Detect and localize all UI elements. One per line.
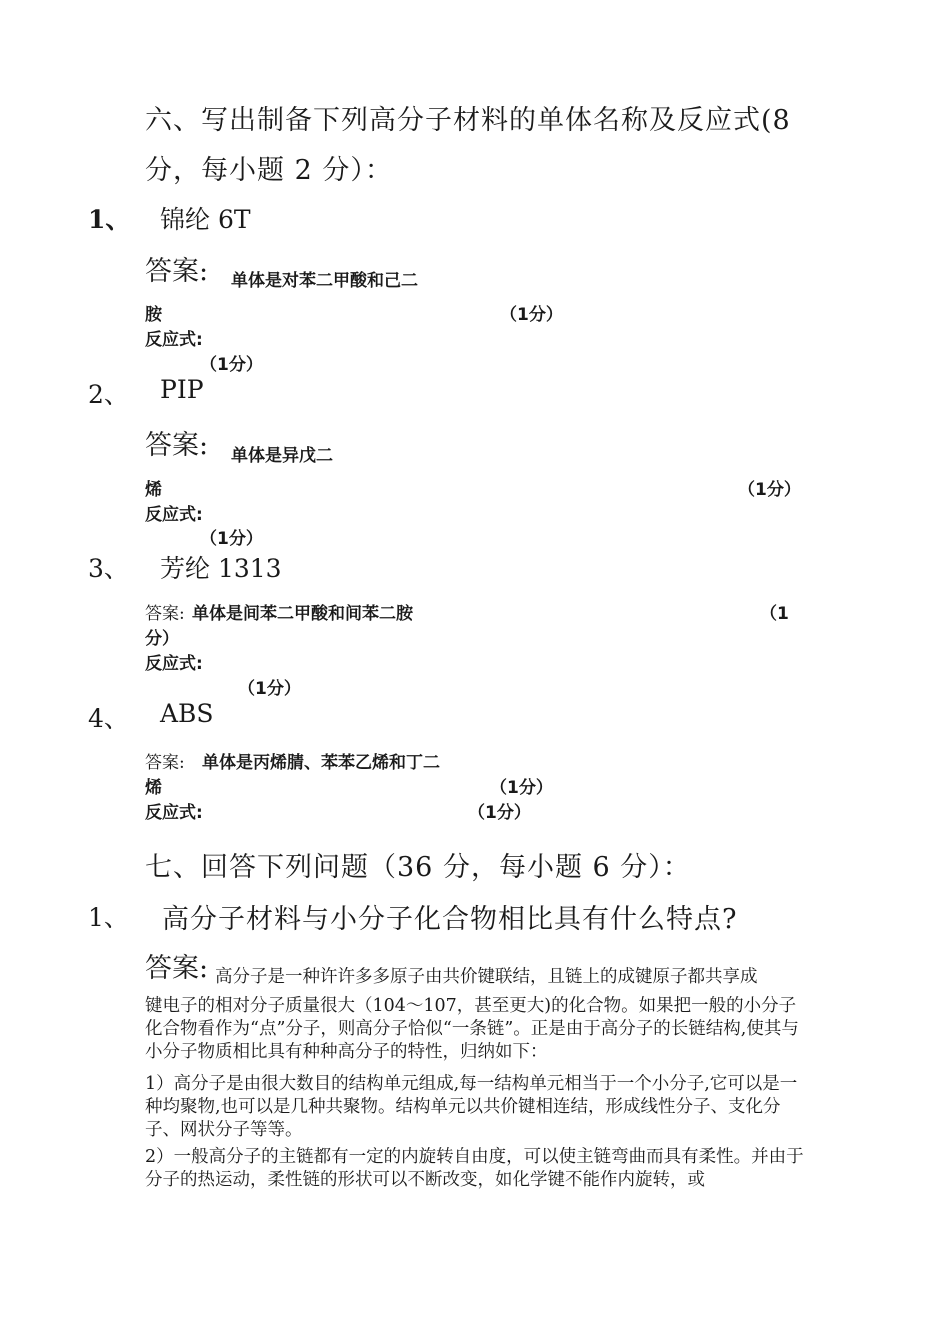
answer-text: 单体是对苯二甲酸和己二	[231, 271, 418, 291]
answer-label: 答案:	[145, 256, 209, 287]
question-number: 2、	[88, 380, 129, 409]
section7-heading: 七、回答下列问题（36 分，每小题 6 分）：	[145, 852, 691, 883]
score: （1分）	[200, 355, 263, 375]
question-number: 3、	[88, 554, 129, 583]
score: （1	[760, 604, 789, 624]
score: （1分）	[500, 305, 563, 325]
score: （1分）	[490, 778, 553, 798]
answer-text: 单体是丙烯腈、苯苯乙烯和丁二	[202, 753, 440, 773]
score: 分）	[145, 629, 179, 649]
answer-paragraph: 1）高分子是由很大数目的结构单元组成,每一结构单元相当于一个小分子,它可以是一种均聚物,也可以是几种共聚物。结构单元以共价键相连结，形成线性分子、支化分子、网状分子等等。	[145, 1074, 798, 1140]
question-title: 高分子材料与小分子化合物相比具有什么特点?	[162, 904, 738, 935]
section6-heading-line1: 六、写出制备下列高分子材料的单体名称及反应式(8	[145, 105, 791, 136]
reaction-label: 反应式:	[145, 654, 203, 674]
question-title: PIP	[160, 375, 204, 404]
question-title: 锦纶 6T	[160, 205, 251, 234]
question-number: 1、	[88, 903, 129, 932]
answer-text: 胺	[145, 305, 162, 325]
answer-label: 答案:	[145, 430, 209, 461]
question-number: 1、	[88, 205, 131, 234]
score: （1分）	[238, 679, 301, 699]
reaction-label: 反应式:	[145, 803, 203, 823]
answer-text: 单体是间苯二甲酸和间苯二胺	[192, 604, 413, 624]
answer-label: 答案:	[145, 953, 209, 984]
question-number: 4、	[88, 704, 129, 733]
reaction-label: 反应式:	[145, 505, 203, 525]
answer-paragraph: 键电子的相对分子质量很大（104～107，甚至更大)的化合物。如果把一般的小分子化合物看作为“点”分子，则高分子恰似“一条链”。正是由于高分子的长链结构,使其与小分子物质相比具有种种高分子的特性，归纳如下：	[145, 996, 799, 1062]
answer-paragraph: 2）一般高分子的主链都有一定的内旋转自由度，可以使主链弯曲而具有柔性。并由于分子的热运动，柔性链的形状可以不断改变，如化学键不能作内旋转，或	[145, 1147, 804, 1190]
answer-text: 烯	[145, 480, 162, 500]
answer-label: 答案:	[145, 753, 185, 773]
score: （1分）	[200, 529, 263, 549]
answer-first-line: 高分子是一种许许多多原子由共价键联结，且链上的成键原子都共享成	[215, 967, 758, 987]
answer-text: 单体是异戊二	[231, 446, 333, 466]
question-title: 芳纶 1313	[160, 554, 282, 583]
answer-label: 答案:	[145, 604, 185, 624]
question-title: ABS	[160, 699, 214, 728]
answer-text: 烯	[145, 778, 162, 798]
score: （1分）	[738, 480, 801, 500]
score: （1分）	[468, 803, 531, 823]
section6-heading-line2: 分，每小题 2 分）：	[145, 155, 393, 186]
reaction-label: 反应式:	[145, 330, 203, 350]
